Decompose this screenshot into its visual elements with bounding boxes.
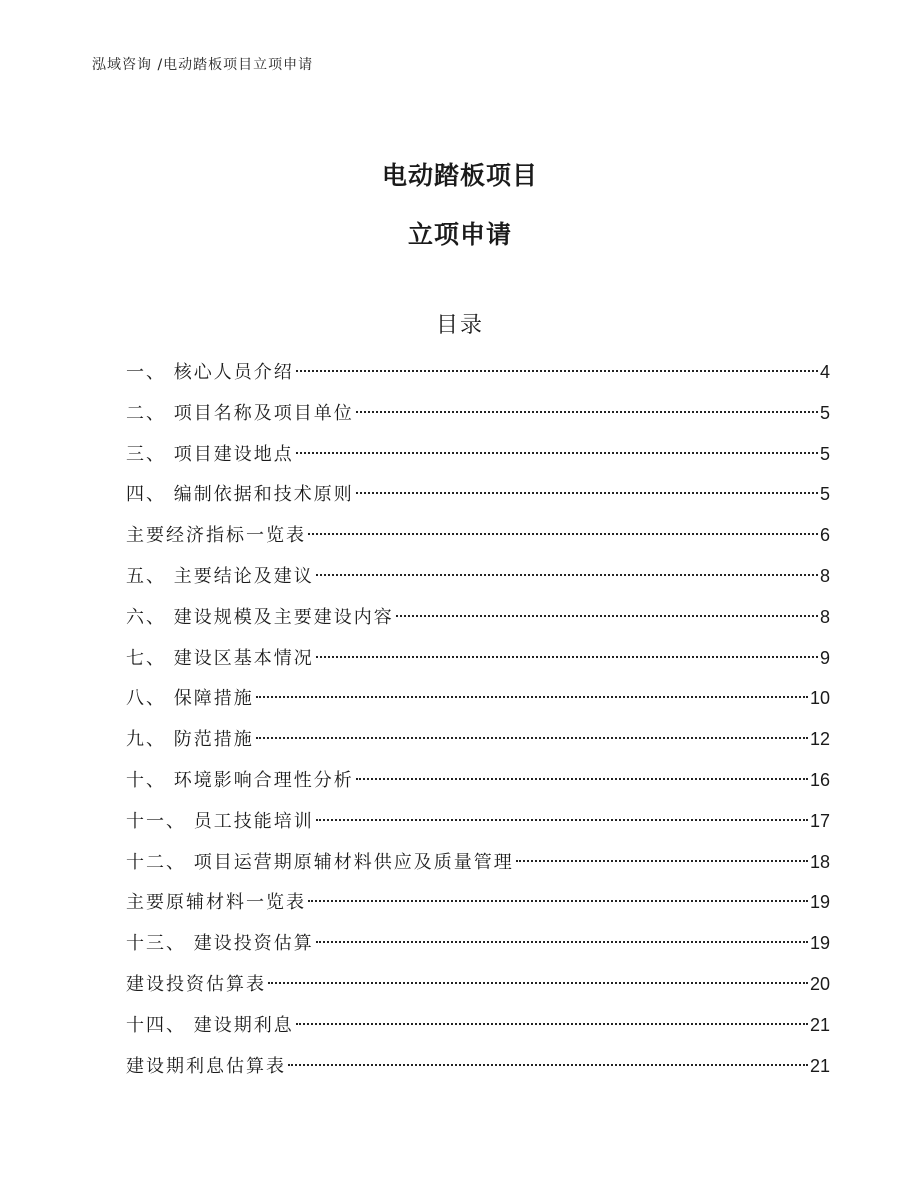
running-header: 泓域咨询 /电动踏板项目立项申请 bbox=[92, 57, 314, 73]
toc-entry[interactable] bbox=[126, 807, 830, 848]
toc-entry-page: 12 bbox=[809, 729, 830, 750]
toc-entry-label: 七、 建设区基本情况 bbox=[126, 647, 314, 669]
toc-entry[interactable] bbox=[126, 725, 830, 766]
toc-leader-dots bbox=[356, 778, 808, 780]
toc-entry[interactable] bbox=[126, 644, 830, 685]
toc-entry[interactable] bbox=[126, 440, 830, 481]
toc-leader-dots bbox=[256, 696, 808, 698]
toc-leader-dots bbox=[296, 452, 818, 454]
toc-entry[interactable] bbox=[126, 1011, 830, 1052]
toc-entry[interactable] bbox=[126, 766, 830, 807]
toc-entry-page: 21 bbox=[809, 1014, 830, 1035]
toc-entry[interactable] bbox=[126, 562, 830, 603]
toc-entry-page: 9 bbox=[819, 647, 830, 668]
toc-entry-label: 一、 核心人员介绍 bbox=[126, 362, 294, 383]
toc-entry-page: 19 bbox=[809, 892, 830, 913]
toc-leader-dots bbox=[268, 982, 808, 984]
table-of-contents bbox=[126, 358, 830, 1092]
toc-leader-dots bbox=[316, 819, 808, 821]
document-title-line-1: 电动踏板项目 bbox=[381, 161, 538, 190]
toc-leader-dots bbox=[256, 737, 808, 739]
toc-entry-page: 18 bbox=[809, 851, 830, 872]
toc-leader-dots bbox=[356, 411, 818, 413]
toc-leader-dots bbox=[296, 370, 818, 372]
toc-entry-label: 主要原辅材料一览表 bbox=[126, 892, 306, 914]
toc-entry[interactable] bbox=[126, 521, 830, 562]
toc-entry[interactable] bbox=[126, 1052, 830, 1093]
toc-entry-page: 10 bbox=[809, 688, 830, 709]
toc-entry-label: 三、 项目建设地点 bbox=[126, 443, 294, 465]
toc-entry-label: 建设投资估算表 bbox=[126, 973, 266, 995]
toc-entry-page: 19 bbox=[809, 933, 830, 954]
toc-entry-label: 十三、 建设投资估算 bbox=[126, 933, 314, 955]
toc-entry-page: 5 bbox=[819, 484, 830, 505]
toc-entry-label: 十、 环境影响合理性分析 bbox=[126, 769, 354, 791]
toc-entry-label: 主要经济指标一览表 bbox=[126, 525, 306, 547]
toc-entry-label: 五、 主要结论及建议 bbox=[126, 565, 314, 587]
toc-leader-dots bbox=[316, 574, 818, 576]
toc-entry-label: 十四、 建设期利息 bbox=[126, 1014, 294, 1036]
toc-entry-page: 20 bbox=[809, 973, 830, 994]
toc-entry[interactable] bbox=[126, 848, 830, 889]
toc-entry-page: 16 bbox=[809, 769, 830, 790]
toc-entry[interactable] bbox=[126, 399, 830, 440]
toc-leader-dots bbox=[308, 533, 818, 535]
toc-leader-dots bbox=[296, 1023, 808, 1025]
toc-leader-dots bbox=[356, 492, 818, 494]
toc-entry[interactable] bbox=[126, 684, 830, 725]
toc-entry[interactable] bbox=[126, 970, 830, 1011]
document-title-line-2: 立项申请 bbox=[407, 220, 512, 249]
toc-entry-page: 17 bbox=[809, 810, 830, 831]
toc-entry-label: 十二、 项目运营期原辅材料供应及质量管理 bbox=[126, 851, 514, 873]
toc-entry-label: 二、 项目名称及项目单位 bbox=[126, 402, 354, 424]
toc-entry-label: 四、 编制依据和技术原则 bbox=[126, 484, 354, 506]
toc-entry[interactable] bbox=[126, 929, 830, 970]
toc-leader-dots bbox=[308, 900, 808, 902]
toc-entry-page: 4 bbox=[819, 362, 830, 382]
toc-entry-page: 21 bbox=[809, 1055, 830, 1076]
toc-leader-dots bbox=[288, 1064, 808, 1066]
toc-entry-label: 建设期利息估算表 bbox=[126, 1055, 286, 1077]
toc-entry[interactable] bbox=[126, 603, 830, 644]
toc-entry-page: 8 bbox=[819, 565, 830, 586]
toc-entry-label: 十一、 员工技能培训 bbox=[126, 810, 314, 832]
toc-entry-label: 六、 建设规模及主要建设内容 bbox=[126, 606, 394, 628]
toc-leader-dots bbox=[316, 656, 818, 658]
toc-entry-page: 5 bbox=[819, 402, 830, 423]
toc-leader-dots bbox=[316, 941, 808, 943]
toc-leader-dots bbox=[396, 615, 818, 617]
toc-leader-dots bbox=[516, 860, 808, 862]
toc-entry[interactable] bbox=[126, 888, 830, 929]
toc-entry-page: 6 bbox=[819, 525, 830, 546]
toc-heading: 目录 bbox=[435, 313, 484, 338]
toc-entry[interactable] bbox=[126, 358, 830, 399]
toc-entry-label: 八、 保障措施 bbox=[126, 688, 254, 710]
toc-entry-page: 8 bbox=[819, 606, 830, 627]
toc-entry[interactable] bbox=[126, 480, 830, 521]
toc-entry-page: 5 bbox=[819, 443, 830, 464]
toc-entry-label: 九、 防范措施 bbox=[126, 729, 254, 751]
